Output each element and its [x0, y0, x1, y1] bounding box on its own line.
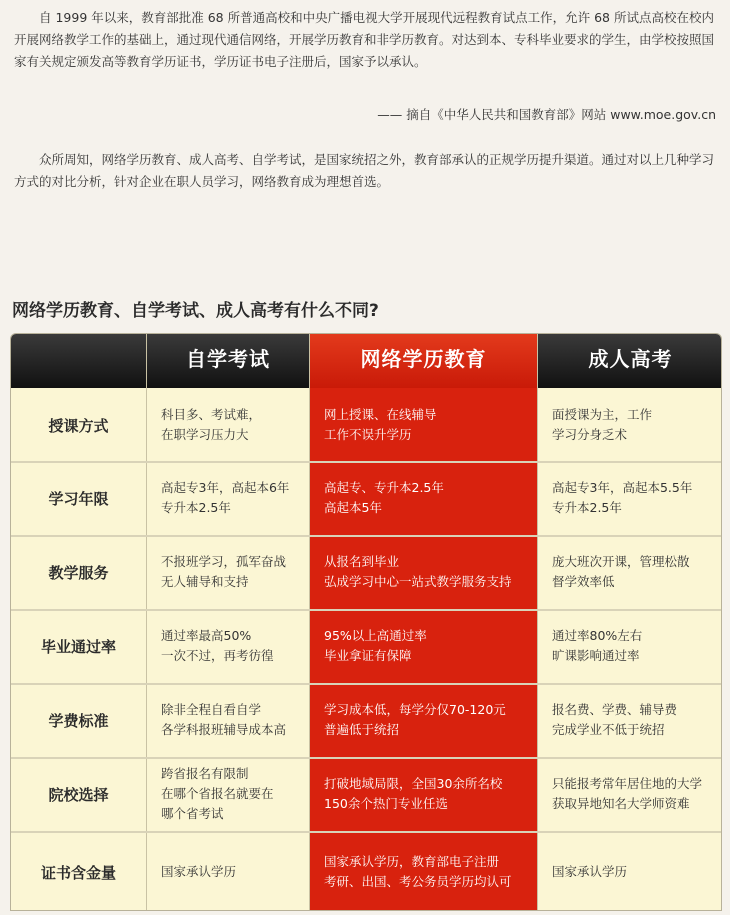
cell-line: 普遍低于统招: [324, 722, 400, 737]
cell-line: 各学科报班辅导成本高: [161, 722, 287, 737]
cell-line: 跨省报名有限制: [161, 766, 249, 781]
cell-line: 打破地域局限，全国30余所名校: [324, 776, 503, 791]
table-row: [11, 535, 722, 609]
row-label: 证书含金量: [40, 863, 116, 882]
cell-line: 无人辅导和支持: [161, 574, 249, 589]
cell-line: 庞大班次开课，管理松散: [552, 554, 690, 569]
cell-line: 工作不误升学历: [324, 426, 412, 442]
self-study-cell: [161, 552, 306, 592]
self-study-cell: [161, 700, 306, 740]
cell-line: 学习成本低，每学分仅70-120元: [324, 702, 506, 717]
cell-line: 毕业拿证有保障: [324, 648, 412, 663]
cell-line: 网上授课、在线辅导: [324, 406, 437, 422]
table-row: [11, 831, 722, 911]
row-divider: [11, 461, 722, 463]
cell-line: 学习分身乏术: [552, 426, 628, 442]
cell-line: 高起专3年，高起本5.5年: [552, 480, 693, 495]
header-self-study: 自学考试: [186, 347, 270, 371]
online-education-cell: [324, 478, 534, 518]
cell-line: 通过率80%左右: [552, 628, 643, 643]
cell-line: 面授课为主，工作: [552, 406, 653, 422]
row-divider: [11, 831, 722, 833]
adult-exam-cell: [552, 862, 720, 882]
row-label: 毕业通过率: [40, 638, 116, 656]
cell-line: 高起专、专升本2.5年: [324, 480, 444, 495]
row-label: 学习年限: [48, 490, 109, 508]
header-adult-exam: 成人高考: [588, 347, 673, 371]
row-divider: [11, 683, 722, 685]
cell-line: 专升本2.5年: [552, 500, 622, 515]
cell-line: 通过率最高50%: [161, 628, 252, 643]
online-education-cell: [324, 405, 534, 445]
cell-line: 旷课影响通过率: [552, 648, 640, 663]
table-row: [11, 609, 722, 683]
table-row: [11, 757, 722, 831]
table-row: [11, 388, 722, 461]
comparison-table: [10, 333, 722, 911]
cell-line: 95%以上高通过率: [324, 628, 427, 643]
row-label: 院校选择: [48, 786, 109, 804]
cell-line: 一次不过，再考彷徨: [161, 648, 274, 663]
cell-line: 不报班学习，孤军奋战: [161, 554, 287, 569]
adult-exam-cell: [552, 405, 720, 445]
cell-line: 150余个热门专业任选: [324, 796, 448, 811]
cell-line: 除非全程自看自学: [161, 702, 262, 717]
cell-line: 在哪个省报名就要在: [161, 786, 274, 801]
cell-line: 获取异地知名大学师资难: [552, 796, 690, 811]
adult-exam-cell: [552, 774, 720, 814]
online-education-cell: [324, 852, 534, 892]
adult-exam-cell: [552, 626, 720, 666]
header-online-education: 网络学历教育: [310, 334, 537, 388]
cell-line: 哪个省考试: [161, 806, 224, 821]
comparison-heading: 网络学历教育、自学考试、成人高考有什么不同?: [12, 301, 379, 321]
cell-line: 弘成学习中心一站式教学服务支持: [324, 574, 512, 589]
online-education-cell: [324, 700, 534, 740]
adult-exam-cell: [552, 478, 720, 518]
intro-paragraph-2: 众所周知，网络学历教育、成人高考、自学考试，是国家统招之外，教育部承认的正规学历提升渠道。通过对以上几种学习方式的对比分析，针对企业在职人员学习，网络教育成为理想首选。: [14, 152, 715, 189]
cell-line: 国家承认学历: [161, 863, 237, 879]
intro-paragraph-1: 自 1999 年以来，教育部批准 68 所普通高校和中央广播电视大学开展现代远程教育试点工作，允许 68 所试点高校在校内开展网络教学工作的基础上，通过现代通信网络，开展学历教育和非学历教育。对达到本、专科毕业要求的学生，由学校按照国家有关规定颁发高等教育学历证书，学历证书电子注册后，国家予以承认。: [14, 10, 715, 69]
row-label: 授课方式: [48, 416, 109, 435]
adult-exam-cell: [552, 700, 720, 740]
table-row: [11, 461, 722, 535]
online-education-cell: [324, 552, 534, 592]
self-study-cell: [161, 478, 306, 518]
cell-line: 在职学习压力大: [161, 426, 249, 442]
cell-line: 高起本5年: [324, 500, 382, 515]
cell-line: 国家承认学历，教育部电子注册: [324, 853, 500, 869]
cell-line: 从报名到毕业: [324, 554, 400, 569]
cell-line: 高起专3年，高起本6年: [161, 480, 290, 495]
row-label: 教学服务: [48, 564, 109, 582]
table-row: [11, 683, 722, 757]
self-study-cell: [161, 405, 306, 445]
cell-line: 只能报考常年居住地的大学: [552, 776, 703, 791]
cell-line: 完成学业不低于统招: [552, 722, 665, 737]
row-divider: [11, 609, 722, 611]
cell-line: 考研、出国、考公务员学历均认可: [324, 873, 512, 889]
row-divider: [11, 757, 722, 759]
row-label: 学费标准: [48, 712, 109, 730]
online-education-cell: [324, 774, 534, 814]
self-study-cell: [161, 626, 306, 666]
row-divider: [11, 535, 722, 537]
cell-line: 报名费、学费、辅导费: [552, 702, 678, 717]
cell-line: 督学效率低: [552, 574, 615, 589]
cell-line: 专升本2.5年: [161, 500, 231, 515]
table-header: [11, 334, 722, 388]
self-study-cell: [161, 764, 306, 824]
cell-line: 科目多、考试难，: [161, 406, 262, 422]
cell-line: 国家承认学历: [552, 863, 628, 879]
online-education-cell: [324, 626, 534, 666]
adult-exam-cell: [552, 552, 720, 592]
self-study-cell: [161, 862, 306, 882]
source-citation: —— 摘自《中华人民共和国教育部》网站 www.moe.gov.cn: [377, 107, 716, 122]
